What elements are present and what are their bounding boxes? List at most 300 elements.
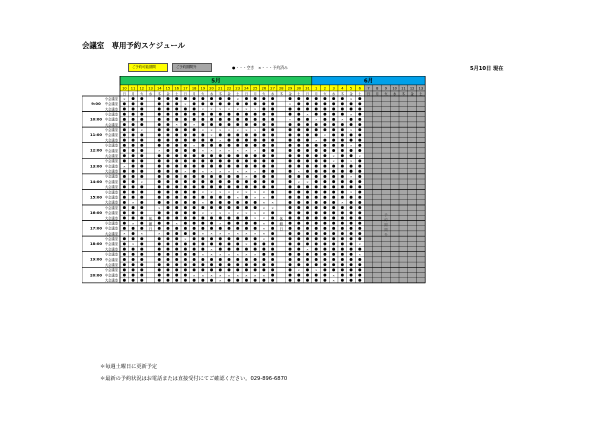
room-label: 中会議室 (104, 195, 118, 200)
available-mark (350, 123, 353, 126)
available-mark (210, 242, 213, 245)
schedule-cell (364, 241, 373, 246)
available-mark (297, 185, 300, 188)
schedule-cell (399, 215, 408, 220)
room-label: 大会議室 (104, 107, 118, 112)
schedule-cell (277, 195, 286, 200)
available-mark (219, 159, 222, 162)
available-mark (289, 268, 292, 271)
available-mark (315, 211, 318, 214)
schedule-cell (146, 163, 155, 168)
schedule-cell (408, 96, 417, 101)
schedule-cell (399, 132, 408, 137)
schedule-cell (382, 132, 391, 137)
schedule-cell (416, 132, 425, 137)
available-mark (262, 133, 265, 136)
reserved-mark: × (227, 273, 231, 278)
schedule-cell (416, 210, 425, 215)
available-mark (254, 242, 257, 245)
available-mark (262, 149, 265, 152)
available-mark (175, 159, 178, 162)
available-mark (228, 133, 231, 136)
schedule-cell (373, 174, 382, 179)
reserved-mark: × (236, 195, 239, 200)
available-mark (358, 133, 361, 136)
available-mark (210, 185, 213, 188)
reserved-mark: × (227, 190, 231, 195)
available-mark (315, 170, 318, 173)
available-mark (236, 159, 239, 162)
available-mark (350, 180, 353, 183)
available-mark (158, 113, 161, 116)
available-mark (219, 201, 222, 204)
schedule-cell (373, 278, 382, 283)
available-mark (158, 196, 161, 199)
available-mark (289, 175, 292, 178)
available-mark (193, 175, 196, 178)
schedule-cell (399, 158, 408, 163)
available-mark (350, 118, 353, 121)
available-mark (184, 191, 187, 194)
schedule-cell (399, 272, 408, 277)
reserved-mark: × (227, 107, 231, 112)
available-mark (175, 108, 178, 111)
available-mark (210, 102, 213, 105)
schedule-cell (146, 278, 155, 283)
room-label: 小会議室 (104, 159, 118, 164)
available-mark (193, 180, 196, 183)
closed-day-label: 休 (279, 217, 284, 221)
available-mark (236, 144, 239, 147)
reserved-mark: × (306, 247, 309, 252)
available-mark (140, 253, 143, 256)
available-mark (210, 144, 213, 147)
reserved-mark: × (253, 169, 257, 174)
reserved-mark: × (253, 127, 257, 132)
available-mark (193, 237, 196, 240)
available-mark (193, 253, 196, 256)
available-mark (323, 175, 326, 178)
available-mark (193, 170, 196, 173)
available-mark (228, 206, 231, 209)
schedule-cell (408, 148, 417, 153)
available-mark (323, 253, 326, 256)
available-mark (140, 113, 143, 116)
schedule-cell (277, 169, 286, 174)
reserved-mark: × (219, 221, 222, 226)
available-mark (167, 123, 170, 126)
schedule-cell (416, 272, 425, 277)
weekday-label: 木 (279, 91, 283, 96)
schedule-cell (364, 272, 373, 277)
available-mark (193, 128, 196, 131)
reserved-mark: × (236, 231, 239, 236)
available-mark (193, 217, 196, 220)
available-mark (236, 263, 239, 266)
schedule-cell (146, 272, 155, 277)
available-mark (210, 139, 213, 142)
schedule-cell (373, 184, 382, 189)
available-mark (271, 217, 274, 220)
schedule-cell (146, 210, 155, 215)
available-mark (228, 97, 231, 100)
reserved-mark: × (262, 221, 266, 226)
available-mark (358, 248, 361, 251)
schedule-cell (416, 101, 425, 106)
available-mark (332, 237, 335, 240)
available-mark (323, 206, 326, 209)
available-mark (140, 149, 143, 152)
reserved-mark: × (288, 117, 292, 122)
available-mark (140, 123, 143, 126)
available-mark (184, 139, 187, 142)
schedule-cell (373, 112, 382, 117)
as-of-date: 5月10日 現在 (470, 66, 504, 72)
legend-unavailable-label: ご予約期間外 (176, 65, 197, 69)
available-mark (210, 263, 213, 266)
schedule-cell (408, 231, 417, 236)
available-mark (289, 149, 292, 152)
available-mark (123, 242, 126, 245)
available-mark (158, 258, 161, 261)
schedule-cell (364, 205, 373, 210)
reserved-mark: × (227, 148, 231, 153)
available-mark (297, 165, 300, 168)
schedule-cell (373, 195, 382, 200)
available-mark (140, 185, 143, 188)
notes (100, 361, 287, 385)
available-mark (332, 217, 335, 220)
available-mark (289, 227, 292, 230)
available-mark (323, 274, 326, 277)
available-mark (175, 196, 178, 199)
available-mark (140, 222, 143, 225)
reserved-mark: × (349, 159, 353, 164)
available-mark (332, 232, 335, 235)
available-mark (323, 191, 326, 194)
room-label: 小会議室 (104, 174, 118, 179)
schedule-cell (399, 179, 408, 184)
available-mark (123, 185, 126, 188)
day-number: 6 (358, 86, 361, 91)
available-mark (167, 185, 170, 188)
available-mark (358, 263, 361, 266)
available-mark (315, 217, 318, 220)
schedule-cell (390, 231, 399, 236)
schedule-cell (373, 122, 382, 127)
available-mark (140, 133, 143, 136)
available-mark (193, 97, 196, 100)
reserved-mark: × (201, 127, 205, 132)
available-mark (132, 196, 135, 199)
available-mark (341, 175, 344, 178)
available-mark (123, 211, 126, 214)
schedule-cell (277, 200, 286, 205)
available-mark (167, 154, 170, 157)
schedule-cell (146, 106, 155, 111)
available-mark (358, 159, 361, 162)
available-mark (140, 170, 143, 173)
schedule-cell (382, 195, 391, 200)
reserved-mark: × (236, 273, 239, 278)
available-mark (175, 133, 178, 136)
available-mark (167, 133, 170, 136)
reserved-mark: × (253, 148, 257, 153)
schedule-cell (416, 252, 425, 257)
schedule-cell (399, 252, 408, 257)
available-mark (158, 237, 161, 240)
weekday-label: 月 (375, 91, 379, 96)
available-mark (271, 279, 274, 282)
available-mark (297, 108, 300, 111)
available-mark (306, 211, 309, 214)
available-mark (245, 133, 248, 136)
schedule-cell (390, 174, 399, 179)
schedule-cell (373, 226, 382, 231)
weekday-label: 月 (314, 91, 318, 96)
available-mark (184, 211, 187, 214)
reserved-mark: × (210, 133, 213, 138)
available-mark (175, 191, 178, 194)
available-mark (140, 144, 143, 147)
available-mark (184, 113, 187, 116)
available-mark (210, 165, 213, 168)
available-mark (306, 154, 309, 157)
schedule-cell (277, 267, 286, 272)
reserved-mark: × (219, 169, 222, 174)
available-mark (140, 242, 143, 245)
reserved-mark: × (184, 236, 187, 241)
weekday-label: 火 (140, 91, 144, 96)
reserved-mark: × (297, 169, 301, 174)
available-mark (323, 211, 326, 214)
available-mark (184, 217, 187, 220)
available-mark (219, 97, 222, 100)
available-mark (306, 222, 309, 225)
available-mark (245, 102, 248, 105)
room-label: 中会議室 (104, 257, 118, 262)
available-mark (175, 97, 178, 100)
available-mark (323, 154, 326, 157)
available-mark (123, 128, 126, 131)
schedule-cell (146, 158, 155, 163)
available-mark (350, 268, 353, 271)
schedule-cell (408, 158, 417, 163)
available-mark (219, 196, 222, 199)
schedule-cell (390, 215, 399, 220)
available-mark (358, 113, 361, 116)
available-mark (323, 222, 326, 225)
available-mark (350, 232, 353, 235)
available-mark (332, 180, 335, 183)
reserved-mark: × (341, 117, 344, 122)
schedule-cell (382, 257, 391, 262)
available-mark (193, 139, 196, 142)
weekday-label: 火 (201, 91, 205, 96)
schedule-cell (373, 210, 382, 215)
available-mark (341, 268, 344, 271)
schedule-cell (399, 148, 408, 153)
available-mark (193, 159, 196, 162)
day-number: 19 (200, 86, 206, 91)
available-mark (140, 154, 143, 157)
reserved-mark: × (245, 273, 248, 278)
available-mark (236, 165, 239, 168)
available-mark (297, 191, 300, 194)
schedule-cell (373, 231, 382, 236)
available-mark (315, 108, 318, 111)
schedule-cell (390, 272, 399, 277)
available-mark (306, 102, 309, 105)
reserved-mark: × (201, 148, 205, 153)
available-mark (167, 191, 170, 194)
available-mark (210, 268, 213, 271)
schedule-cell (364, 215, 373, 220)
available-mark (123, 253, 126, 256)
day-number: 17 (183, 86, 188, 91)
available-mark (167, 102, 170, 105)
available-mark (341, 279, 344, 282)
schedule-cell (277, 117, 286, 122)
day-number: 13 (148, 86, 153, 91)
reserved-mark: × (157, 205, 161, 210)
schedule-cell (390, 210, 399, 215)
available-mark (332, 149, 335, 152)
available-mark (123, 149, 126, 152)
reserved-mark: × (253, 252, 257, 257)
reserved-mark: × (236, 127, 239, 132)
schedule-cell (364, 117, 373, 122)
time-label: 13:00 (89, 163, 103, 169)
schedule-cell (399, 138, 408, 143)
schedule-cell (146, 179, 155, 184)
available-mark (358, 258, 361, 261)
reserved-mark: × (297, 179, 301, 184)
reserved-mark: × (314, 117, 318, 122)
time-label: 14:00 (89, 178, 103, 184)
available-mark (341, 274, 344, 277)
closed-day-label: 日 (148, 227, 153, 231)
schedule-cell (416, 247, 425, 252)
available-mark (158, 242, 161, 245)
available-mark (271, 133, 274, 136)
available-mark (132, 133, 135, 136)
schedule-cell (408, 184, 417, 189)
available-mark (193, 185, 196, 188)
available-mark (350, 248, 353, 251)
weekday-label: 土 (175, 91, 179, 96)
schedule-cell (277, 257, 286, 262)
available-mark (350, 263, 353, 266)
available-mark (201, 227, 204, 230)
available-mark (123, 108, 126, 111)
available-mark (341, 97, 344, 100)
available-mark (245, 258, 248, 261)
reserved-mark: × (201, 273, 205, 278)
reserved-mark: × (192, 122, 196, 127)
available-mark (323, 279, 326, 282)
available-mark (210, 175, 213, 178)
available-mark (332, 118, 335, 121)
outside-period-label: 予 (384, 213, 388, 217)
schedule-cell (277, 184, 286, 189)
available-mark (332, 102, 335, 105)
schedule-cell (382, 272, 391, 277)
available-mark (341, 196, 344, 199)
available-mark (254, 201, 257, 204)
schedule-cell (373, 221, 382, 226)
available-mark (332, 191, 335, 194)
available-mark (341, 211, 344, 214)
reserved-mark: × (349, 174, 353, 179)
available-mark (158, 248, 161, 251)
room-label: 中会議室 (104, 242, 118, 247)
day-number: 28 (279, 86, 284, 91)
reserved-mark: × (210, 190, 213, 195)
available-mark (297, 258, 300, 261)
available-mark (132, 227, 135, 230)
available-mark (236, 118, 239, 121)
available-mark (140, 102, 143, 105)
schedule-cell (277, 241, 286, 246)
available-mark (306, 279, 309, 282)
available-mark (167, 97, 170, 100)
available-mark (315, 185, 318, 188)
weekday-label: 金 (410, 91, 414, 96)
available-mark (262, 118, 265, 121)
available-mark (140, 165, 143, 168)
reserved-mark: × (131, 200, 135, 205)
available-mark (123, 258, 126, 261)
available-mark (332, 263, 335, 266)
available-mark (341, 253, 344, 256)
available-mark (167, 180, 170, 183)
schedule-cell (408, 278, 417, 283)
available-mark (228, 222, 231, 225)
available-mark (254, 154, 257, 157)
available-mark (262, 128, 265, 131)
schedule-cell (373, 158, 382, 163)
reserved-mark: × (236, 148, 239, 153)
available-mark (175, 139, 178, 142)
reserved-mark: × (219, 148, 222, 153)
available-mark (315, 180, 318, 183)
available-mark (158, 118, 161, 121)
schedule-cell (399, 278, 408, 283)
weekday-label: 水 (209, 91, 214, 96)
available-mark (167, 227, 170, 230)
available-mark (228, 165, 231, 168)
available-mark (123, 159, 126, 162)
available-mark (193, 227, 196, 230)
available-mark (184, 97, 187, 100)
available-mark (341, 154, 344, 157)
time-label: 9:00 (91, 100, 101, 106)
reserved-mark: × (245, 252, 248, 257)
reserved-mark: × (253, 190, 257, 195)
available-mark (315, 253, 318, 256)
reserved-mark: × (358, 153, 362, 158)
available-mark (332, 206, 335, 209)
available-mark (358, 185, 361, 188)
weekday-label: 金 (288, 91, 292, 96)
schedule-cell (390, 101, 399, 106)
available-mark (132, 165, 135, 168)
reserved-mark: × (314, 138, 318, 143)
available-mark (132, 159, 135, 162)
available-mark (167, 258, 170, 261)
available-mark (123, 133, 126, 136)
